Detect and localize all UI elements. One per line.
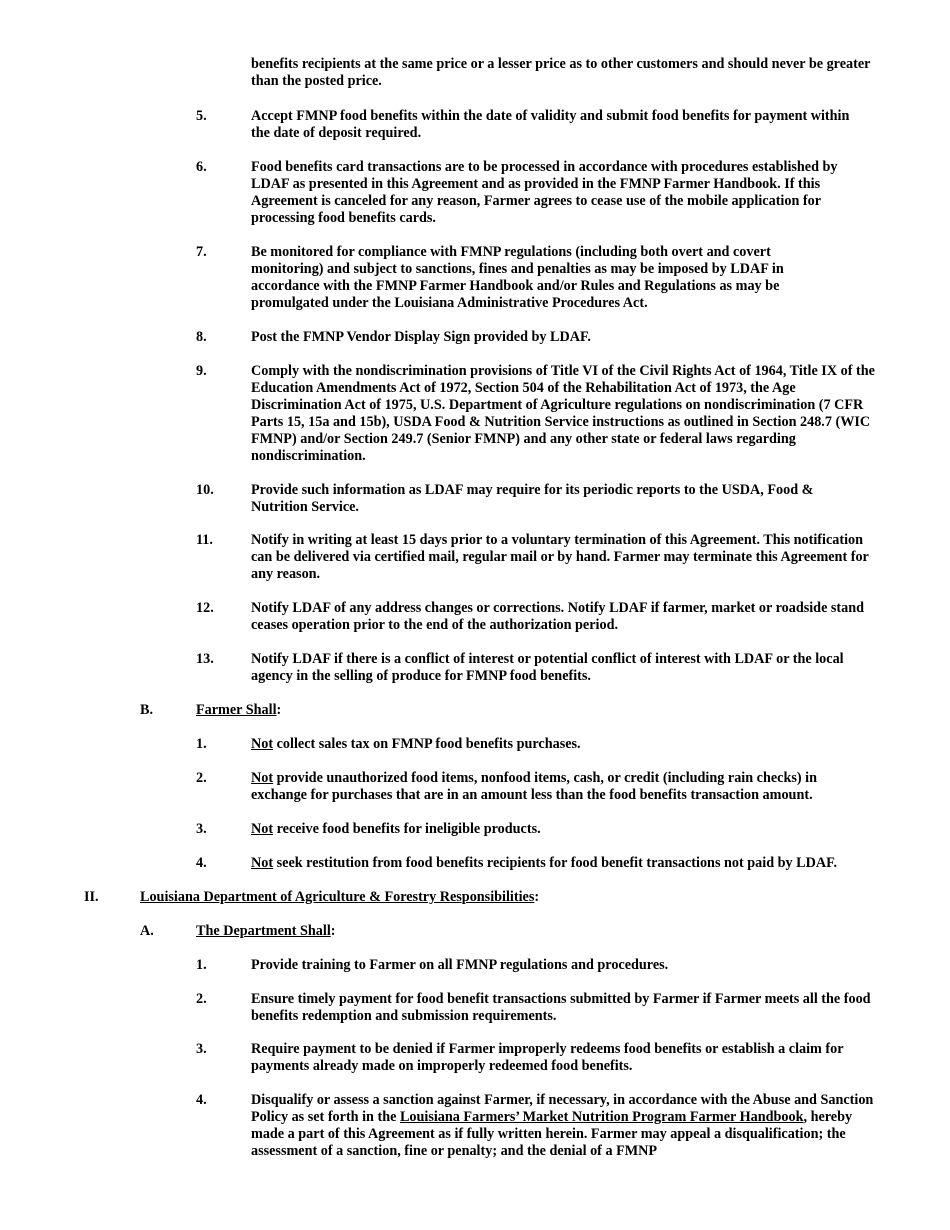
list-item: Be monitored for compliance with FMNP regulations (including both overt and covert monitoring) and subject to sanctions, fines and penalties as may be imposed by LDAF in accordance with the FMNP Farmer Handbook and/or Rules and Regulations as may be promulgated under the Louisiana Administrative Procedures Act. [251,244,784,311]
item-text: receive food benefits for ineligible products. [273,821,541,837]
not-emphasis: Not [251,821,274,837]
section-b-heading [196,702,281,719]
item-text: Disqualify or assess a sanction against Farmer, if necessary, in accordance with the Abuse and Sanction Policy as set forth in the [251,1092,874,1125]
list-item [251,736,891,753]
section-ii-a-heading-text: The Department Shall [196,923,331,939]
item-number: 2. [196,770,207,786]
list-item: Notify LDAF if there is a conflict of interest or potential conflict of interest with LDAF or the local agency in the selling of produce for FMNP food benefits. [251,651,844,684]
section-b-letter: B. [140,702,154,718]
item-number: 4. [196,855,207,871]
list-item: Require payment to be denied if Farmer improperly redeems food benefits or establish a claim for payments already made on improperly redeemed food benefits. [251,1041,844,1074]
item-text: provide unauthorized food items, nonfood items, cash, or credit (including rain checks) in exchange for purchases that are in an amount less than the food benefits transaction amount. [251,770,817,803]
item-number: 11. [196,532,213,548]
list-item [251,770,851,804]
colon: : [330,923,336,939]
not-emphasis: Not [251,770,274,786]
list-item: Food benefits card transactions are to be processed in accordance with procedures established by LDAF as presented in this Agreement and as provided in the FMNP Farmer Handbook. If this Agreement is canceled for any reason, Farmer agrees to cease use of the mobile application for processing food benefits cards. [251,159,838,226]
item-number: 7. [196,244,207,260]
section-ii-heading [140,889,539,906]
list-item: Accept FMNP food benefits within the date of validity and submit food benefits for payment within the date of deposit required. [251,108,850,141]
section-ii-a-letter: A. [140,923,154,939]
item-text: , hereby made a part of this Agreement as if fully written herein. Farmer may appeal a disqualification; the assessment of a sanction, fine or penalty; and the denial of a FMNP [251,1109,853,1159]
list-item [251,821,891,838]
continuation-paragraph: benefits recipients at the same price or a lesser price as to other customers and should never be greater than the posted price. [251,56,871,89]
item-number: 6. [196,159,207,175]
not-emphasis: Not [251,736,274,752]
section-b-heading-text: Farmer Shall [196,702,277,718]
item-number: 1. [196,957,207,973]
list-item: Post the FMNP Vendor Display Sign provided by LDAF. [251,329,591,345]
section-ii-numeral: II. [84,889,99,905]
item-text: collect sales tax on FMNP food benefits purchases. [273,736,581,752]
list-item: Ensure timely payment for food benefit transactions submitted by Farmer if Farmer meets all the food benefits redemption and submission requirements. [251,991,871,1024]
list-item [251,855,911,872]
item-number: 2. [196,991,207,1007]
item-number: 8. [196,329,207,345]
section-ii-heading-text: Louisiana Department of Agriculture & Forestry Responsibilities [140,889,535,905]
item-number: 5. [196,108,207,124]
list-item: Provide such information as LDAF may require for its periodic reports to the USDA, Food & Nutrition Service. [251,482,814,515]
colon: : [534,889,540,905]
section-ii-a-heading [196,923,336,940]
item-number: 12. [196,600,214,616]
list-item: Provide training to Farmer on all FMNP regulations and procedures. [251,957,669,973]
item-number: 9. [196,363,207,379]
list-item [251,1092,876,1160]
not-emphasis: Not [251,855,274,871]
item-number: 1. [196,736,207,752]
handbook-title: Louisiana Farmers’ Market Nutrition Program Farmer Handbook [399,1109,804,1125]
item-number: 10. [196,482,214,498]
item-number: 3. [196,1041,207,1057]
list-item: Notify LDAF of any address changes or corrections. Notify LDAF if farmer, market or roadside stand ceases operation prior to the end of the authorization period. [251,600,865,633]
item-number: 4. [196,1092,207,1108]
item-number: 3. [196,821,207,837]
item-number: 13. [196,651,214,667]
colon: : [276,702,282,718]
list-item: Comply with the nondiscrimination provisions of Title VI of the Civil Rights Act of 1964, Title IX of the Education Amendments Act of 1972, Section 504 of the Rehabilitation Act of 1973, the Age Discrimination Act of 1975, U.S. Department of Agriculture regulations on nondiscrimination (7 CFR Parts 15, 15a and 15b), USDA Food & Nutrition Service instructions as outlined in Section 248.7 (WIC FMNP) and/or Section 249.7 (Senior FMNP) and any other state or federal laws regarding nondiscrimination. [251,363,875,464]
item-text: seek restitution from food benefits recipients for food benefit transactions not paid by LDAF. [273,855,838,871]
list-item: Notify in writing at least 15 days prior to a voluntary termination of this Agreement. This notification can be delivered via certified mail, regular mail or by hand. Farmer may terminate this Agreement for any reason. [251,532,869,582]
